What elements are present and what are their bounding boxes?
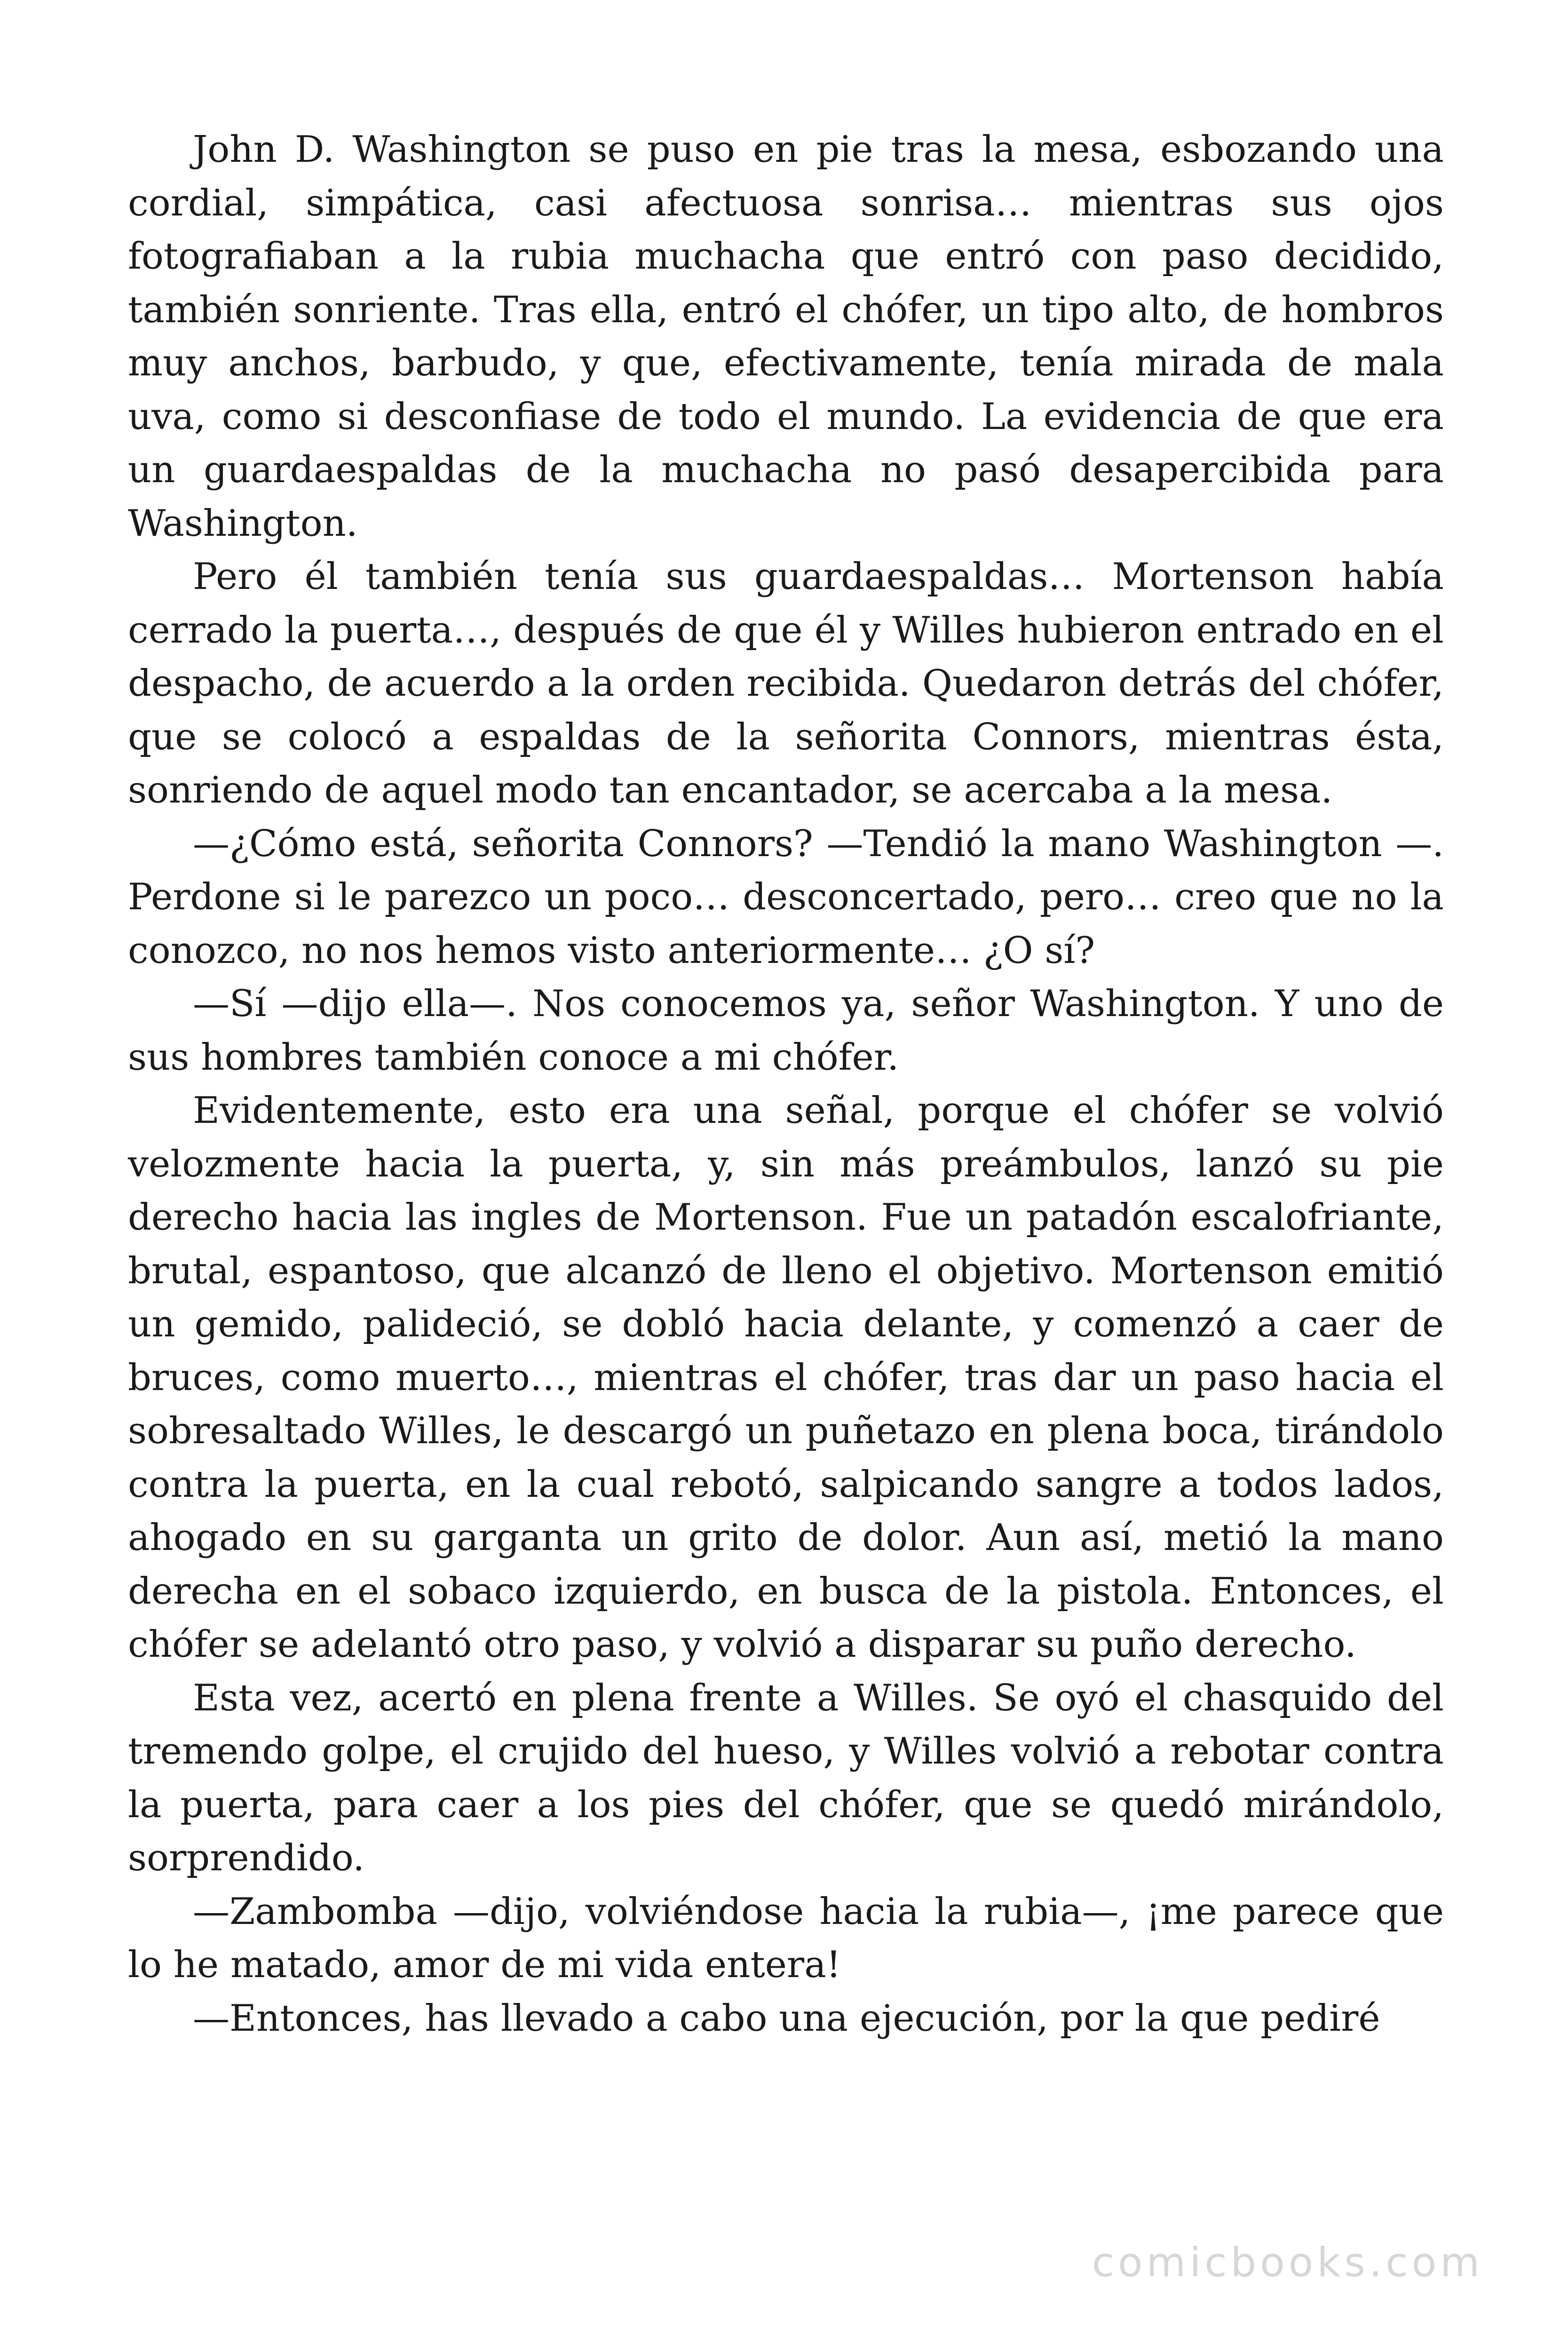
body-text: [128, 123, 1444, 2045]
paragraph: —Zambomba —dijo, volviéndose hacia la rubia—, ¡me parece que lo he matado, amor de mi vida entera!: [128, 1890, 1444, 1986]
paragraph: Evidentemente, esto era una señal, porque el chófer se volvió velozmente hacia la puerta, y, sin más preámbulos, lanzó su pie derecho hacia las ingles de Mortenson. Fue un patadón escalofriante, brutal, espantoso, que alcanzó de lleno el objetivo. Mortenson emitió un gemido, palideció, se dobló hacia delante, y comenzó a caer de bruces, como muerto…, mientras el chófer, tras dar un paso hacia el sobresaltado Willes, le descargó un puñetazo en plena boca, tirándolo contra la puerta, en la cual rebotó, salpicando sangre a todos lados, ahogado en su garganta un grito de dolor. Aun así, metió la mano derecha en el sobaco izquierdo, en busca de la pistola. Entonces, el chófer se adelantó otro paso, y volvió a disparar su puño derecho.: [128, 1089, 1444, 1666]
watermark: comicbooks.com: [1092, 2239, 1483, 2286]
paragraph: —Entonces, has llevado a cabo una ejecución, por la que pediré: [193, 1997, 1380, 2040]
paragraph: Esta vez, acertó en plena frente a Willes. Se oyó el chasquido del tremendo golpe, el crujido del hueso, y Willes volvió a rebotar contra la puerta, para caer a los pies del chófer, que se quedó mirándolo, sorprendido.: [128, 1677, 1444, 1879]
paragraph: John D. Washington se puso en pie tras la mesa, esbozando una cordial, simpática, casi afectuosa sonrisa… mientras sus ojos fotografiaban a la rubia muchacha que entró con paso decidido, también sonriente. Tras ella, entró el chófer, un tipo alto, de hombros muy anchos, barbudo, y que, efectivamente, tenía mirada de mala uva, como si desconfiase de todo el mundo. La evidencia de que era un guardaespaldas de la muchacha no pasó desapercibida para Washington.: [128, 128, 1444, 545]
paragraph: —¿Cómo está, señorita Connors? —Tendió la mano Washington —. Perdone si le parezco un poco… desconcertado, pero… creo que no la conozco, no nos hemos visto anteriormente… ¿O sí?: [128, 822, 1444, 972]
paragraph: —Sí —dijo ella—. Nos conocemos ya, señor Washington. Y uno de sus hombres también conoce a mi chófer.: [128, 983, 1444, 1079]
paragraph: Pero él también tenía sus guardaespaldas… Mortenson había cerrado la puerta…, después de que él y Willes hubieron entrado en el despacho, de acuerdo a la orden recibida. Quedaron detrás del chófer, que se colocó a espaldas de la señorita Connors, mientras ésta, sonriendo de aquel modo tan encantador, se acercaba a la mesa.: [128, 556, 1444, 811]
